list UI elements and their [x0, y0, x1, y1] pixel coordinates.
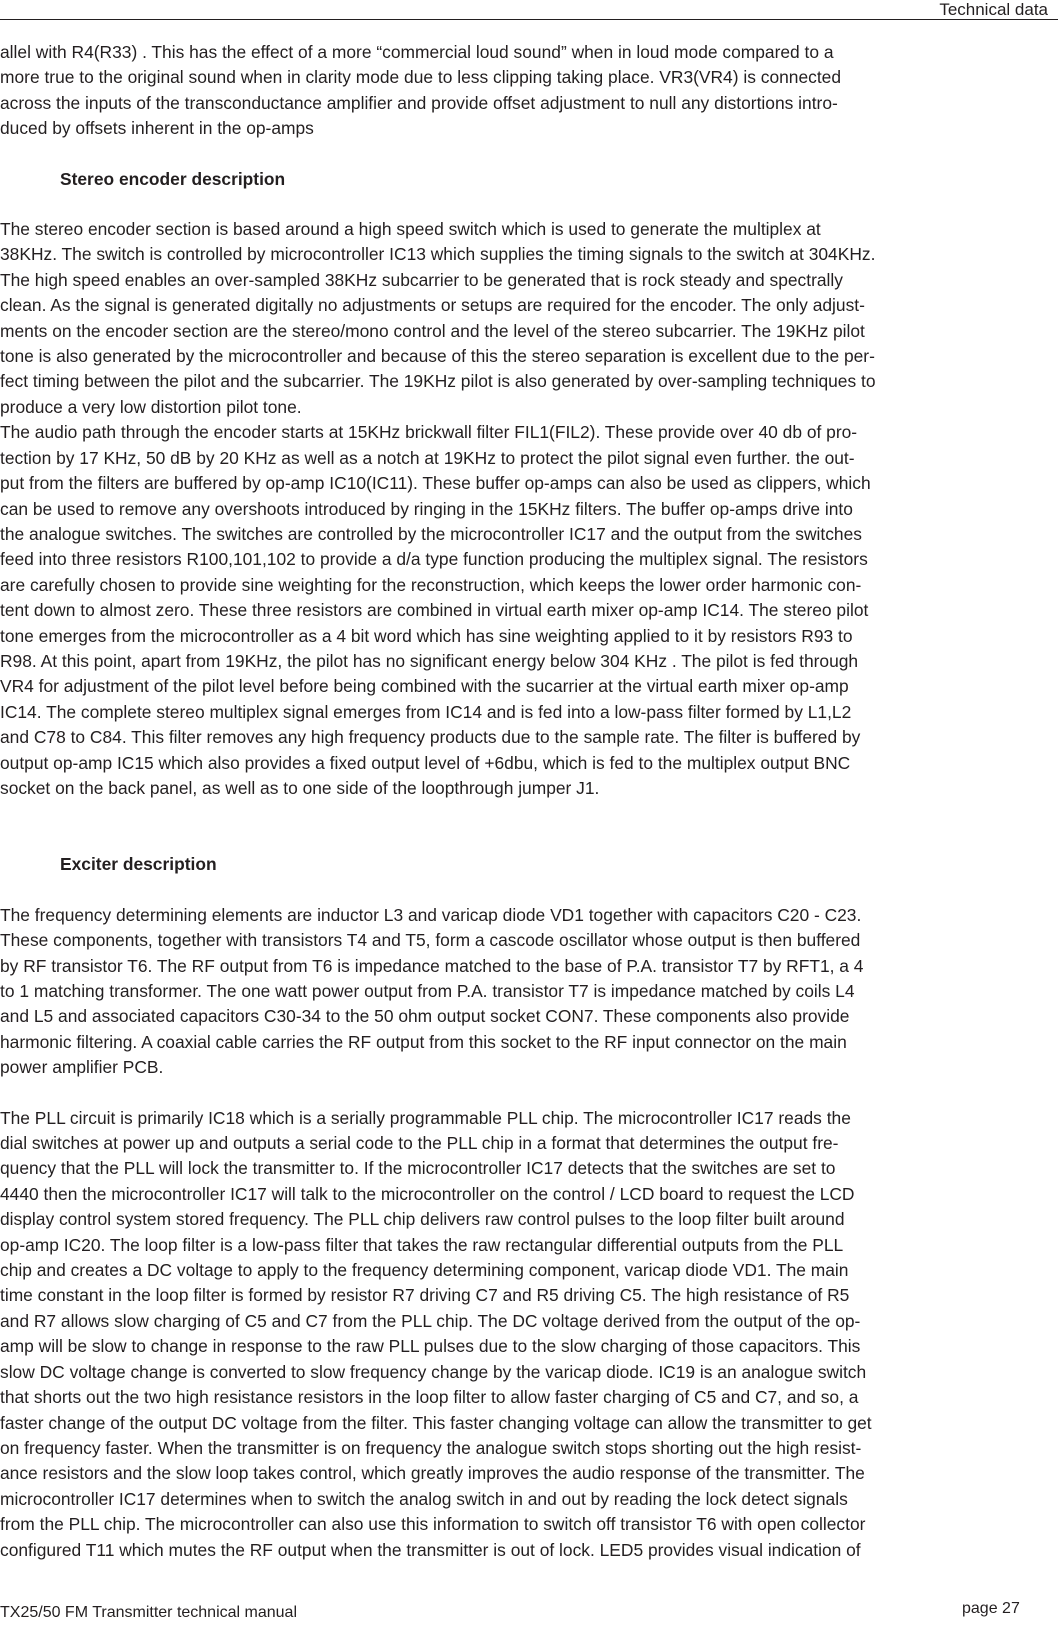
spacer — [0, 142, 1058, 167]
exciter-heading: Exciter description — [60, 854, 217, 875]
header-divider — [0, 19, 1058, 20]
running-header: Technical data — [939, 0, 1048, 19]
spacer — [0, 192, 1058, 217]
exciter-paragraph-1: The frequency determining elements are inductor L3 and varicap diode VD1 together with capacitors C20 - C23. These components, together with transistors T4 and T5, form a cascode oscillator whose output is then buffered by RF transistor T6. The RF output from T6 is impedance matched to the base of P.A. transistor T7 by RFT1, a 4 to 1 matching transformer. The one watt power output from P.A. transistor T7 is impedance matched by coils L4 and L5 and associated capacitors C30-34 to the 50 ohm output socket CON7. These components also provide harmonic filtering. A coaxial cable carries the RF output from this socket to the RF input connector on the main power amplifier PCB. — [0, 904, 864, 1078]
stereo-paragraph-2: The audio path through the encoder starts at 15KHz brickwall filter FIL1(FIL2). These provide over 40 db of pro- tection by 17 KHz, 50 dB by 20 KHz as well as a notch at 19KHz to protect the pilot signal even further. the out- put from the filters are buffered by op-amp IC10(IC11). These buffer op-amps can also be used as clippers, which can be used to remove any overshoots introduced by ringing in the 15KHz filters. The buffer op-amps drive into the analogue switches. The switches are controlled by the microcontroller IC17 and the output from the switches feed into three resistors R100,101,102 to provide a d/a type function producing the multiplex signal. The resistors are carefully chosen to provide sine weighting for the reconstruction, which keeps the lower order harmonic con- tent down to almost zero. These three resistors are combined in virtual earth mixer op-amp IC14. The stereo pilot tone emerges from the microcontroller as a 4 bit word which has sine weighting applied to it by resistors R93 to R98. At this point, apart from 19KHz, the pilot has no significant energy below 304 KHz . The pilot is fed through VR4 for adjustment of the pilot level before being combined with the sucarrier at the virtual earth mixer op-amp IC14. The complete stereo multiplex signal emerges from IC14 and is fed into a low-pass filter formed by L1,L2 and C78 to C84. This filter removes any high frequency products due to the sample rate. The filter is buffered by output op-amp IC15 which also provides a fixed output level of +6dbu, which is fed to the multiplex output BNC socket on the back panel, as well as to one side of the loopthrough jumper J1. — [0, 422, 871, 798]
footer-manual-title: TX25/50 FM Transmitter technical manual — [0, 1604, 298, 1621]
exciter-paragraph-2: The PLL circuit is primarily IC18 which is a serially programmable PLL chip. The microcontroller IC17 reads the dial switches at power up and outputs a serial code to the PLL chip in a format that determines the output fre- quency that the PLL will lock the transmitter to. If the microcontroller IC17 detects that the switches are set to 4440 then the microcontroller IC17 will talk to the microcontroller on the control / LCD board to request the LCD display control system stored frequency. The PLL chip delivers raw control pulses to the loop filter built around op-amp IC20. The loop filter is a low-pass filter that takes the raw rectangular differential outputs from the PLL chip and creates a DC voltage to apply to the frequency determining component, varicap diode VD1. The main time constant in the loop filter is formed by resistor R7 driving C7 and R5 driving C5. The high resistance of R5 and R7 allows slow charging of C5 and C7 from the PLL chip. The DC voltage derived from the output of the op- amp will be slow to change in response to the raw PLL pulses due to the slow charging of those capacitors. This slow DC voltage change is converted to slow frequency change by the varicap diode. IC19 is an analogue switch that shorts out the two high resistance resistors in the loop filter to allow faster charging of C5 and C7, and so, a faster change of the output DC voltage from the filter. This faster changing voltage can allow the transmitter to get on frequency faster. When the transmitter is on frequency the analogue switch stops shorting out the high resist- ance resistors and the slow loop takes control, which greatly improves the audio response of the transmitter. The microcontroller IC17 determines when to switch the analog switch in and out by reading the lock detect signals from the PLL chip. The microcontroller can also use this information to switch off transistor T6 with open collector configured T11 which mutes the RF output when the transmitter is out of lock. LED5 provides visual indication of — [0, 1107, 872, 1560]
stereo-paragraph-1: The stereo encoder section is based around a high speed switch which is used to generate the multiplex at 38KHz. The switch is controlled by microcontroller IC13 which supplies the timing signals to the switch at 304KHz. The high speed enables an over-sampled 38KHz subcarrier to be generated that is rock steady and spectrally clean. As the signal is generated digitally no adjustments or setups are required for the encoder. The only adjust- ments on the encoder section are the stereo/mono control and the level of the stereo subcarrier. The 19KHz pilot tone is also generated by the microcontroller and because of this the stereo separation is excellent due to the per- fect timing between the pilot and the subcarrier. The 19KHz pilot is also generated by over-sampling techniques to produce a very low distortion pilot tone. — [0, 219, 876, 417]
stereo-encoder-heading: Stereo encoder description — [60, 168, 286, 189]
spacer — [0, 878, 1058, 903]
page-body — [0, 40, 1058, 1563]
spacer — [0, 1081, 1058, 1106]
footer-page-number: page 27 — [962, 1600, 1020, 1617]
intro-paragraph: allel with R4(R33) . This has the effect of a more “commercial loud sound” when in loud mode compared to a more true to the original sound when in clarity mode due to less clipping taking place. VR3(VR4) is connected across the inputs of the transconductance amplifier and provide offset adjustment to null any distortions intro- duced by offsets inherent in the op-amps — [0, 42, 842, 139]
spacer — [0, 801, 1058, 852]
